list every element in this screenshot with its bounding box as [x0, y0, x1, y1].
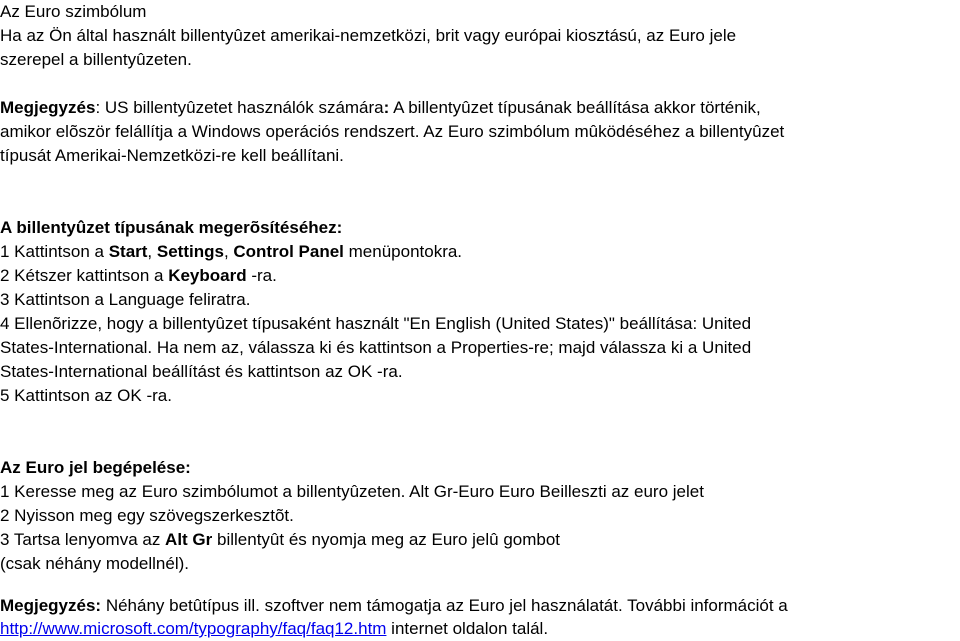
list-item: 4 Ellenõrizze, hogy a billentyûzet típusaként használt "En English (United States)" beállítása: United [0, 314, 752, 333]
list-item: 2 Kétszer kattintson a Keyboard -ra. [0, 266, 277, 285]
list-item: 3 Tartsa lenyomva az Alt Gr billentyût és nyomja meg az Euro jelû gombot [0, 530, 561, 549]
section-heading: A billentyûzet típusának megerõsítéséhez: [0, 218, 343, 237]
list-item: 5 Kattintson az OK -ra. [0, 386, 172, 405]
note-label: Megjegyzés [0, 98, 96, 117]
note-line: Megjegyzés: US billentyûzetet használók számára: A billentyûzet típusának beállítása akkor történik, [0, 98, 761, 117]
list-item: 1 Keresse meg az Euro szimbólumot a billentyûzeten. Alt Gr-Euro Euro Beilleszti az euro jelet [0, 482, 704, 501]
section-title: Az Euro szimbólum [0, 2, 147, 21]
list-item: 1 Kattintson a Start, Settings, Control Panel menüpontokra. [0, 242, 463, 261]
faq-link[interactable]: http://www.microsoft.com/typography/faq/faq12.htm [0, 619, 387, 638]
list-item: States-International. Ha nem az, válassza ki és kattintson a Properties-re; majd válassza ki a United [0, 338, 752, 357]
list-item: States-International beállítást és kattintson az OK -ra. [0, 362, 403, 381]
note-line: típusát Amerikai-Nemzetközi-re kell beállítani. [0, 146, 344, 165]
list-item: 2 Nyisson meg egy szövegszerkesztõt. [0, 506, 294, 525]
section-heading: Az Euro jel begépelése: [0, 458, 191, 477]
note-line: Megjegyzés: Néhány betûtípus ill. szoftver nem támogatja az Euro jel használatát. További információt a [0, 596, 788, 615]
note-label: Megjegyzés: [0, 596, 102, 615]
note-line: amikor elõször felállítja a Windows operációs rendszert. Az Euro szimbólum mûködéséhez a billentyûzet [0, 122, 785, 141]
list-item: 3 Kattintson a Language feliratra. [0, 290, 251, 309]
paragraph-line: szerepel a billentyûzeten. [0, 50, 192, 69]
note-line: http://www.microsoft.com/typography/faq/faq12.htm internet oldalon talál. [0, 619, 549, 638]
paragraph-line: Ha az Ön által használt billentyûzet amerikai-nemzetközi, brit vagy európai kiosztású, az Euro jele [0, 26, 737, 45]
list-item: (csak néhány modellnél). [0, 554, 189, 573]
